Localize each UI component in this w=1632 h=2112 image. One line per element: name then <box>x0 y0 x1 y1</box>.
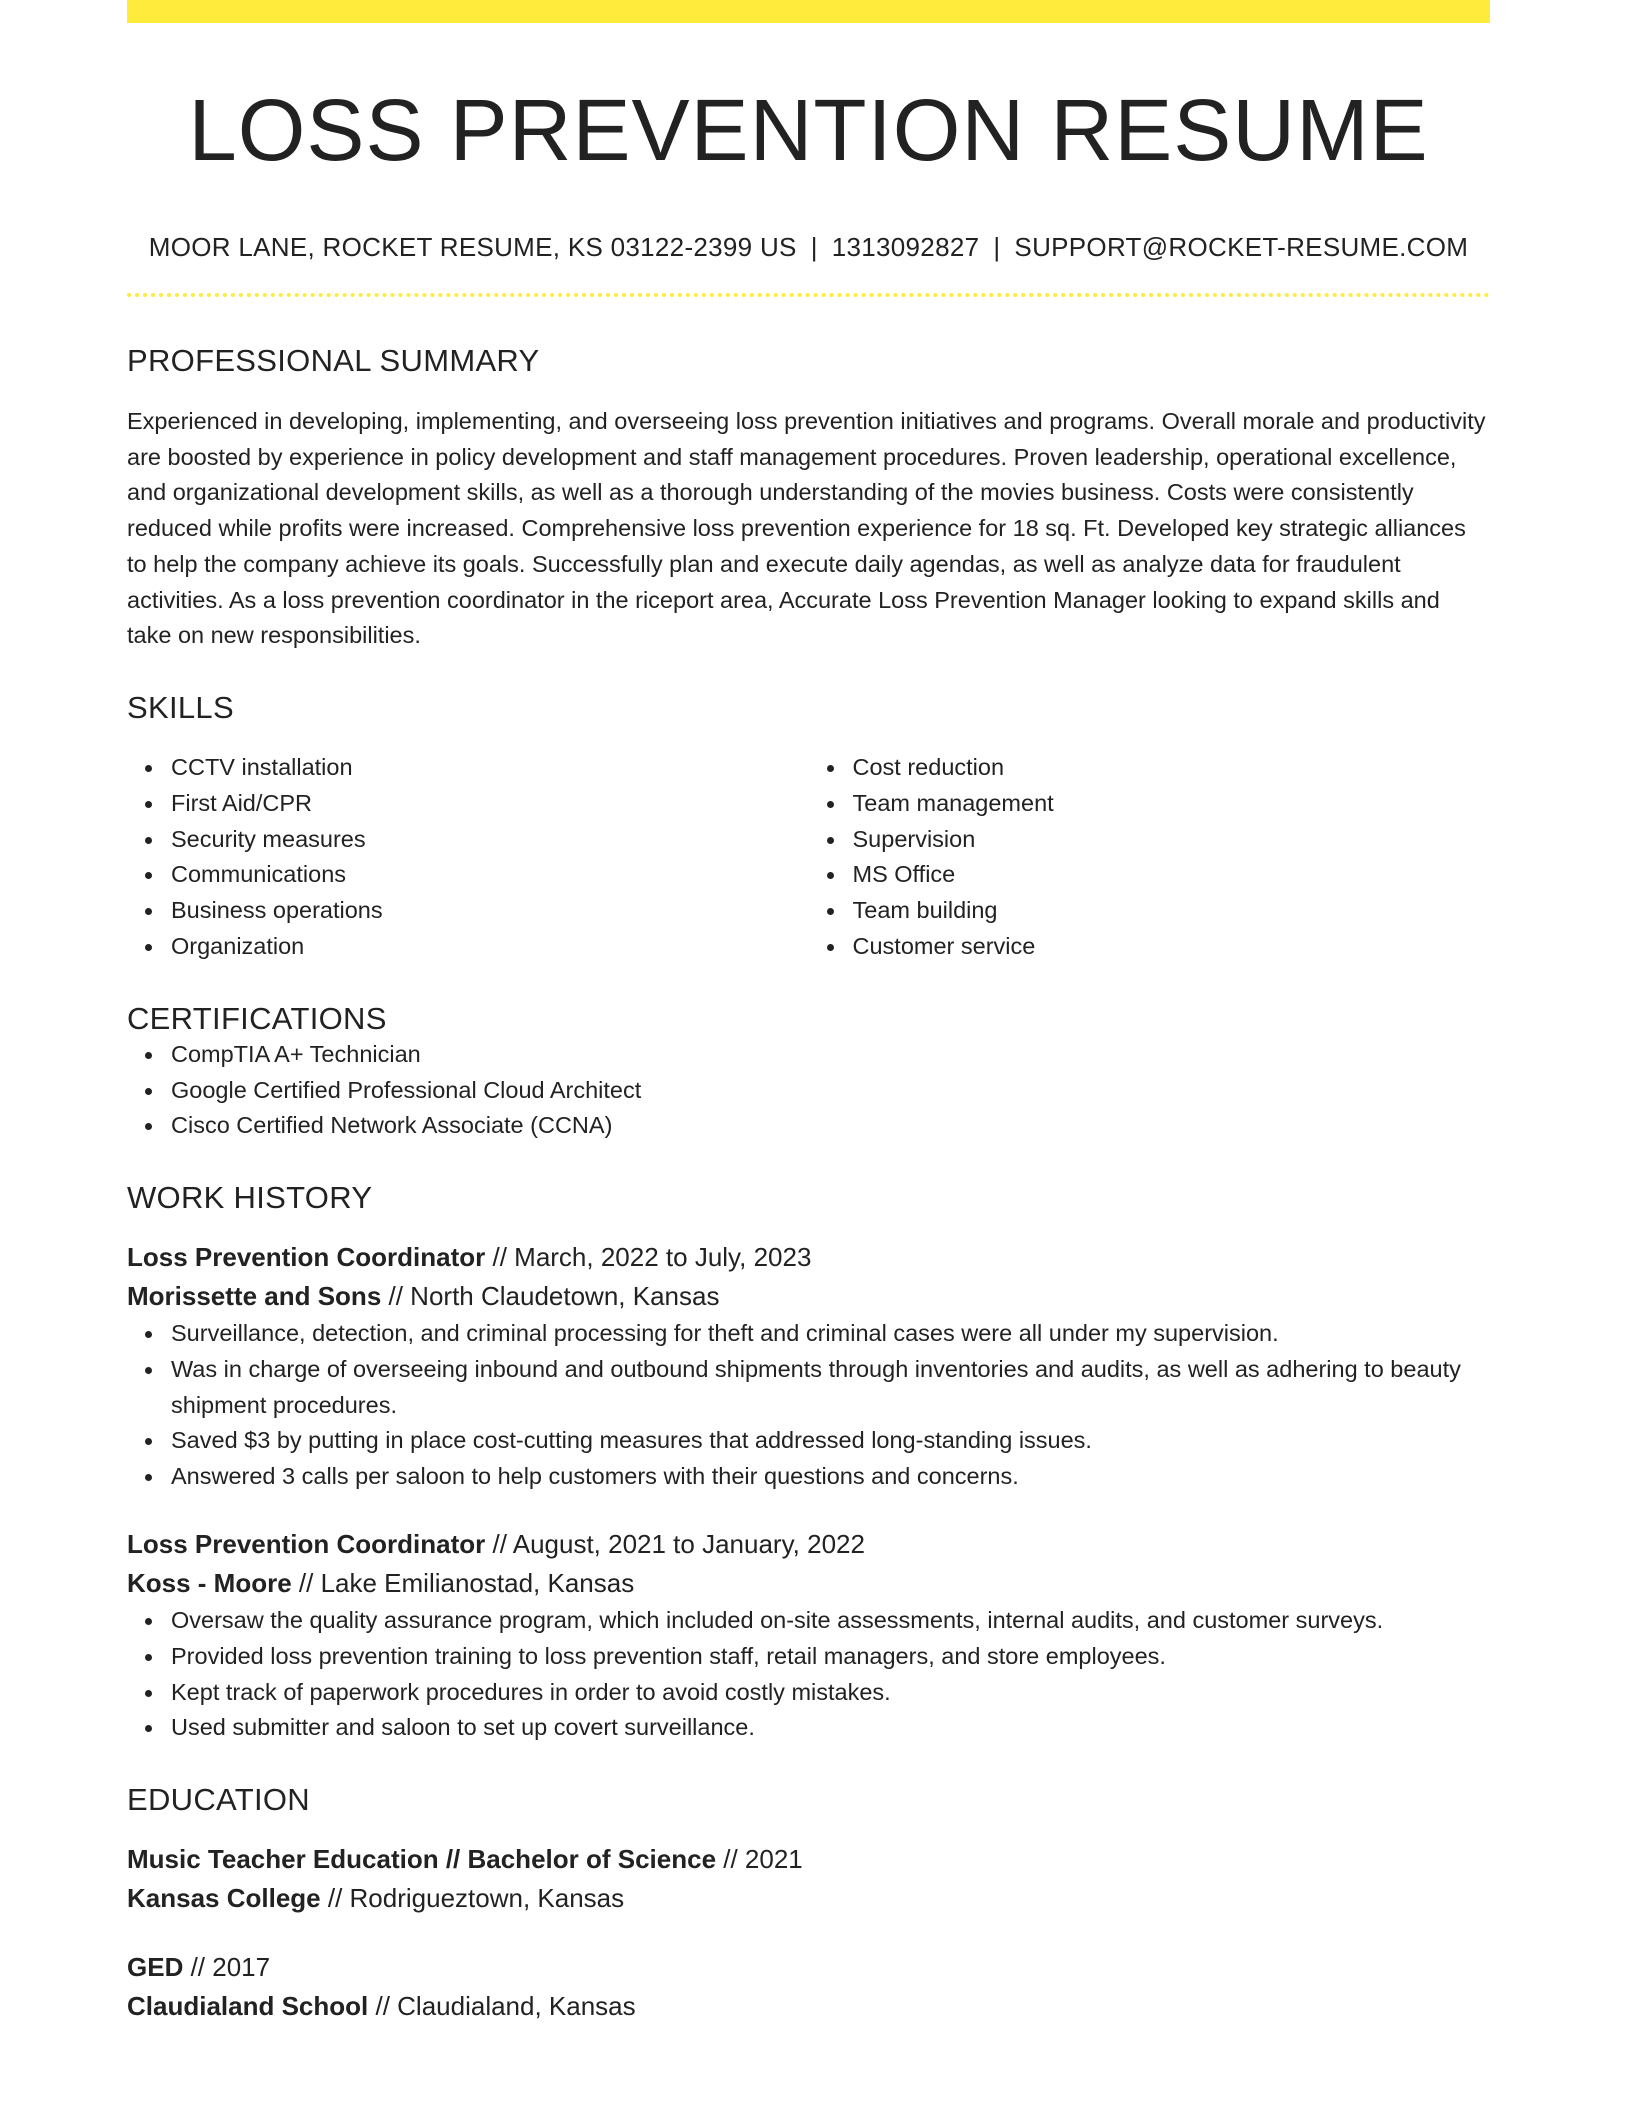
job-duties-list <box>127 1603 1490 1746</box>
section-title-education: EDUCATION <box>127 1782 310 1818</box>
education-year: // 2017 <box>183 1952 271 1983</box>
education-school: Claudialand School <box>127 1991 369 2022</box>
skill-item: Security measures <box>171 822 809 858</box>
section-title-certifications: CERTIFICATIONS <box>127 1000 387 1036</box>
contact-phone: 1313092827 <box>831 232 980 262</box>
skill-item: Team building <box>853 893 1491 929</box>
education-school-line <box>127 1879 1490 1918</box>
education-degree: Music Teacher Education // Bachelor of Science <box>127 1844 717 1875</box>
skill-item: Customer service <box>853 929 1491 965</box>
job-dates: // March, 2022 to July, 2023 <box>485 1242 812 1273</box>
job-company-line <box>127 1277 1490 1316</box>
skill-item: Communications <box>171 857 809 893</box>
job-header <box>127 1238 1490 1316</box>
job-role-line <box>127 1238 1490 1277</box>
accent-top-bar <box>127 0 1490 23</box>
job-company: Morissette and Sons <box>127 1281 382 1312</box>
education-school-line <box>127 1987 1490 2026</box>
job-role-line <box>127 1525 1490 1564</box>
skill-item: CCTV installation <box>171 750 809 786</box>
skills-columns <box>127 750 1490 965</box>
education-degree-line <box>127 1840 1490 1879</box>
skills-list-left <box>127 750 809 965</box>
section-title-skills: SKILLS <box>127 689 234 725</box>
certification-item: CompTIA A+ Technician <box>171 1037 1490 1073</box>
contact-line <box>127 232 1490 263</box>
job-duty-item: Answered 3 calls per saloon to help customers with their questions and concerns. <box>171 1459 1490 1495</box>
job-duty-item: Surveillance, detection, and criminal processing for theft and criminal cases were all under my supervision. <box>171 1316 1490 1352</box>
education-entry <box>127 1948 1490 2026</box>
education-location: // Claudialand, Kansas <box>368 1991 636 2022</box>
contact-email[interactable]: SUPPORT@ROCKET-RESUME.COM <box>1014 232 1469 262</box>
education-entry <box>127 1840 1490 1918</box>
skills-list-right <box>809 750 1491 965</box>
job-location: // North Claudetown, Kansas <box>381 1281 720 1312</box>
contact-address: MOOR LANE, ROCKET RESUME, KS 03122-2399 US <box>148 232 797 262</box>
job-company-line <box>127 1564 1490 1603</box>
job-dates: // August, 2021 to January, 2022 <box>485 1529 865 1560</box>
job-duties-list <box>127 1316 1490 1495</box>
job-role: Loss Prevention Coordinator <box>127 1242 486 1273</box>
job-duty-item: Used submitter and saloon to set up covert surveillance. <box>171 1710 1490 1746</box>
job-duty-item: Kept track of paperwork procedures in order to avoid costly mistakes. <box>171 1675 1490 1711</box>
skill-item: Business operations <box>171 893 809 929</box>
certification-item: Cisco Certified Network Associate (CCNA) <box>171 1108 1490 1144</box>
job-role: Loss Prevention Coordinator <box>127 1529 486 1560</box>
skill-item: First Aid/CPR <box>171 786 809 822</box>
summary-text: Experienced in developing, implementing, and overseeing loss prevention initiatives and programs. Overall morale and productivity are boosted by experience in policy development and staff management procedures. Proven leadership, operational excellence, and organizational development skills, as well as a thorough understanding of the movies business. Costs were consistently reduced while profits were increased. Comprehensive loss prevention experience for 18 sq. Ft. Developed key strategic alliances to help the company achieve its goals. Successfully plan and execute daily agendas, as well as analyze data for fraudulent activities. As a loss prevention coordinator in the riceport area, Accurate Loss Prevention Manager looking to expand skills and take on new responsibilities. <box>127 408 1486 649</box>
job-duty-item: Was in charge of overseeing inbound and outbound shipments through inventories and audits, as well as adhering to beauty shipment procedures. <box>171 1352 1490 1424</box>
job-header <box>127 1525 1490 1603</box>
contact-separator: | <box>993 232 1001 262</box>
education-year: // 2021 <box>716 1844 803 1875</box>
job-location: // Lake Emilianostad, Kansas <box>291 1568 635 1599</box>
skill-item: MS Office <box>853 857 1491 893</box>
skill-item: Cost reduction <box>853 750 1491 786</box>
skill-item: Supervision <box>853 822 1491 858</box>
job-duty-item: Saved $3 by putting in place cost-cutting measures that addressed long-standing issues. <box>171 1423 1490 1459</box>
education-school: Kansas College <box>127 1883 321 1914</box>
section-title-work-history: WORK HISTORY <box>127 1180 373 1216</box>
job-duty-item: Oversaw the quality assurance program, which included on-site assessments, internal audits, and customer surveys. <box>171 1603 1490 1639</box>
job-company: Koss - Moore <box>127 1568 292 1599</box>
dotted-divider <box>127 293 1490 297</box>
certification-item: Google Certified Professional Cloud Architect <box>171 1073 1490 1109</box>
education-degree: GED <box>127 1952 184 1983</box>
section-title-summary: PROFESSIONAL SUMMARY <box>127 343 540 378</box>
skill-item: Team management <box>853 786 1491 822</box>
job-duty-item: Provided loss prevention training to loss prevention staff, retail managers, and store employees. <box>171 1639 1490 1675</box>
resume-page <box>127 0 1490 2026</box>
certifications-list <box>127 1037 1490 1144</box>
education-location: // Rodrigueztown, Kansas <box>320 1883 625 1914</box>
education-degree-line <box>127 1948 1490 1987</box>
contact-separator: | <box>810 232 818 262</box>
resume-title: LOSS PREVENTION RESUME <box>188 82 1429 179</box>
skill-item: Organization <box>171 929 809 965</box>
